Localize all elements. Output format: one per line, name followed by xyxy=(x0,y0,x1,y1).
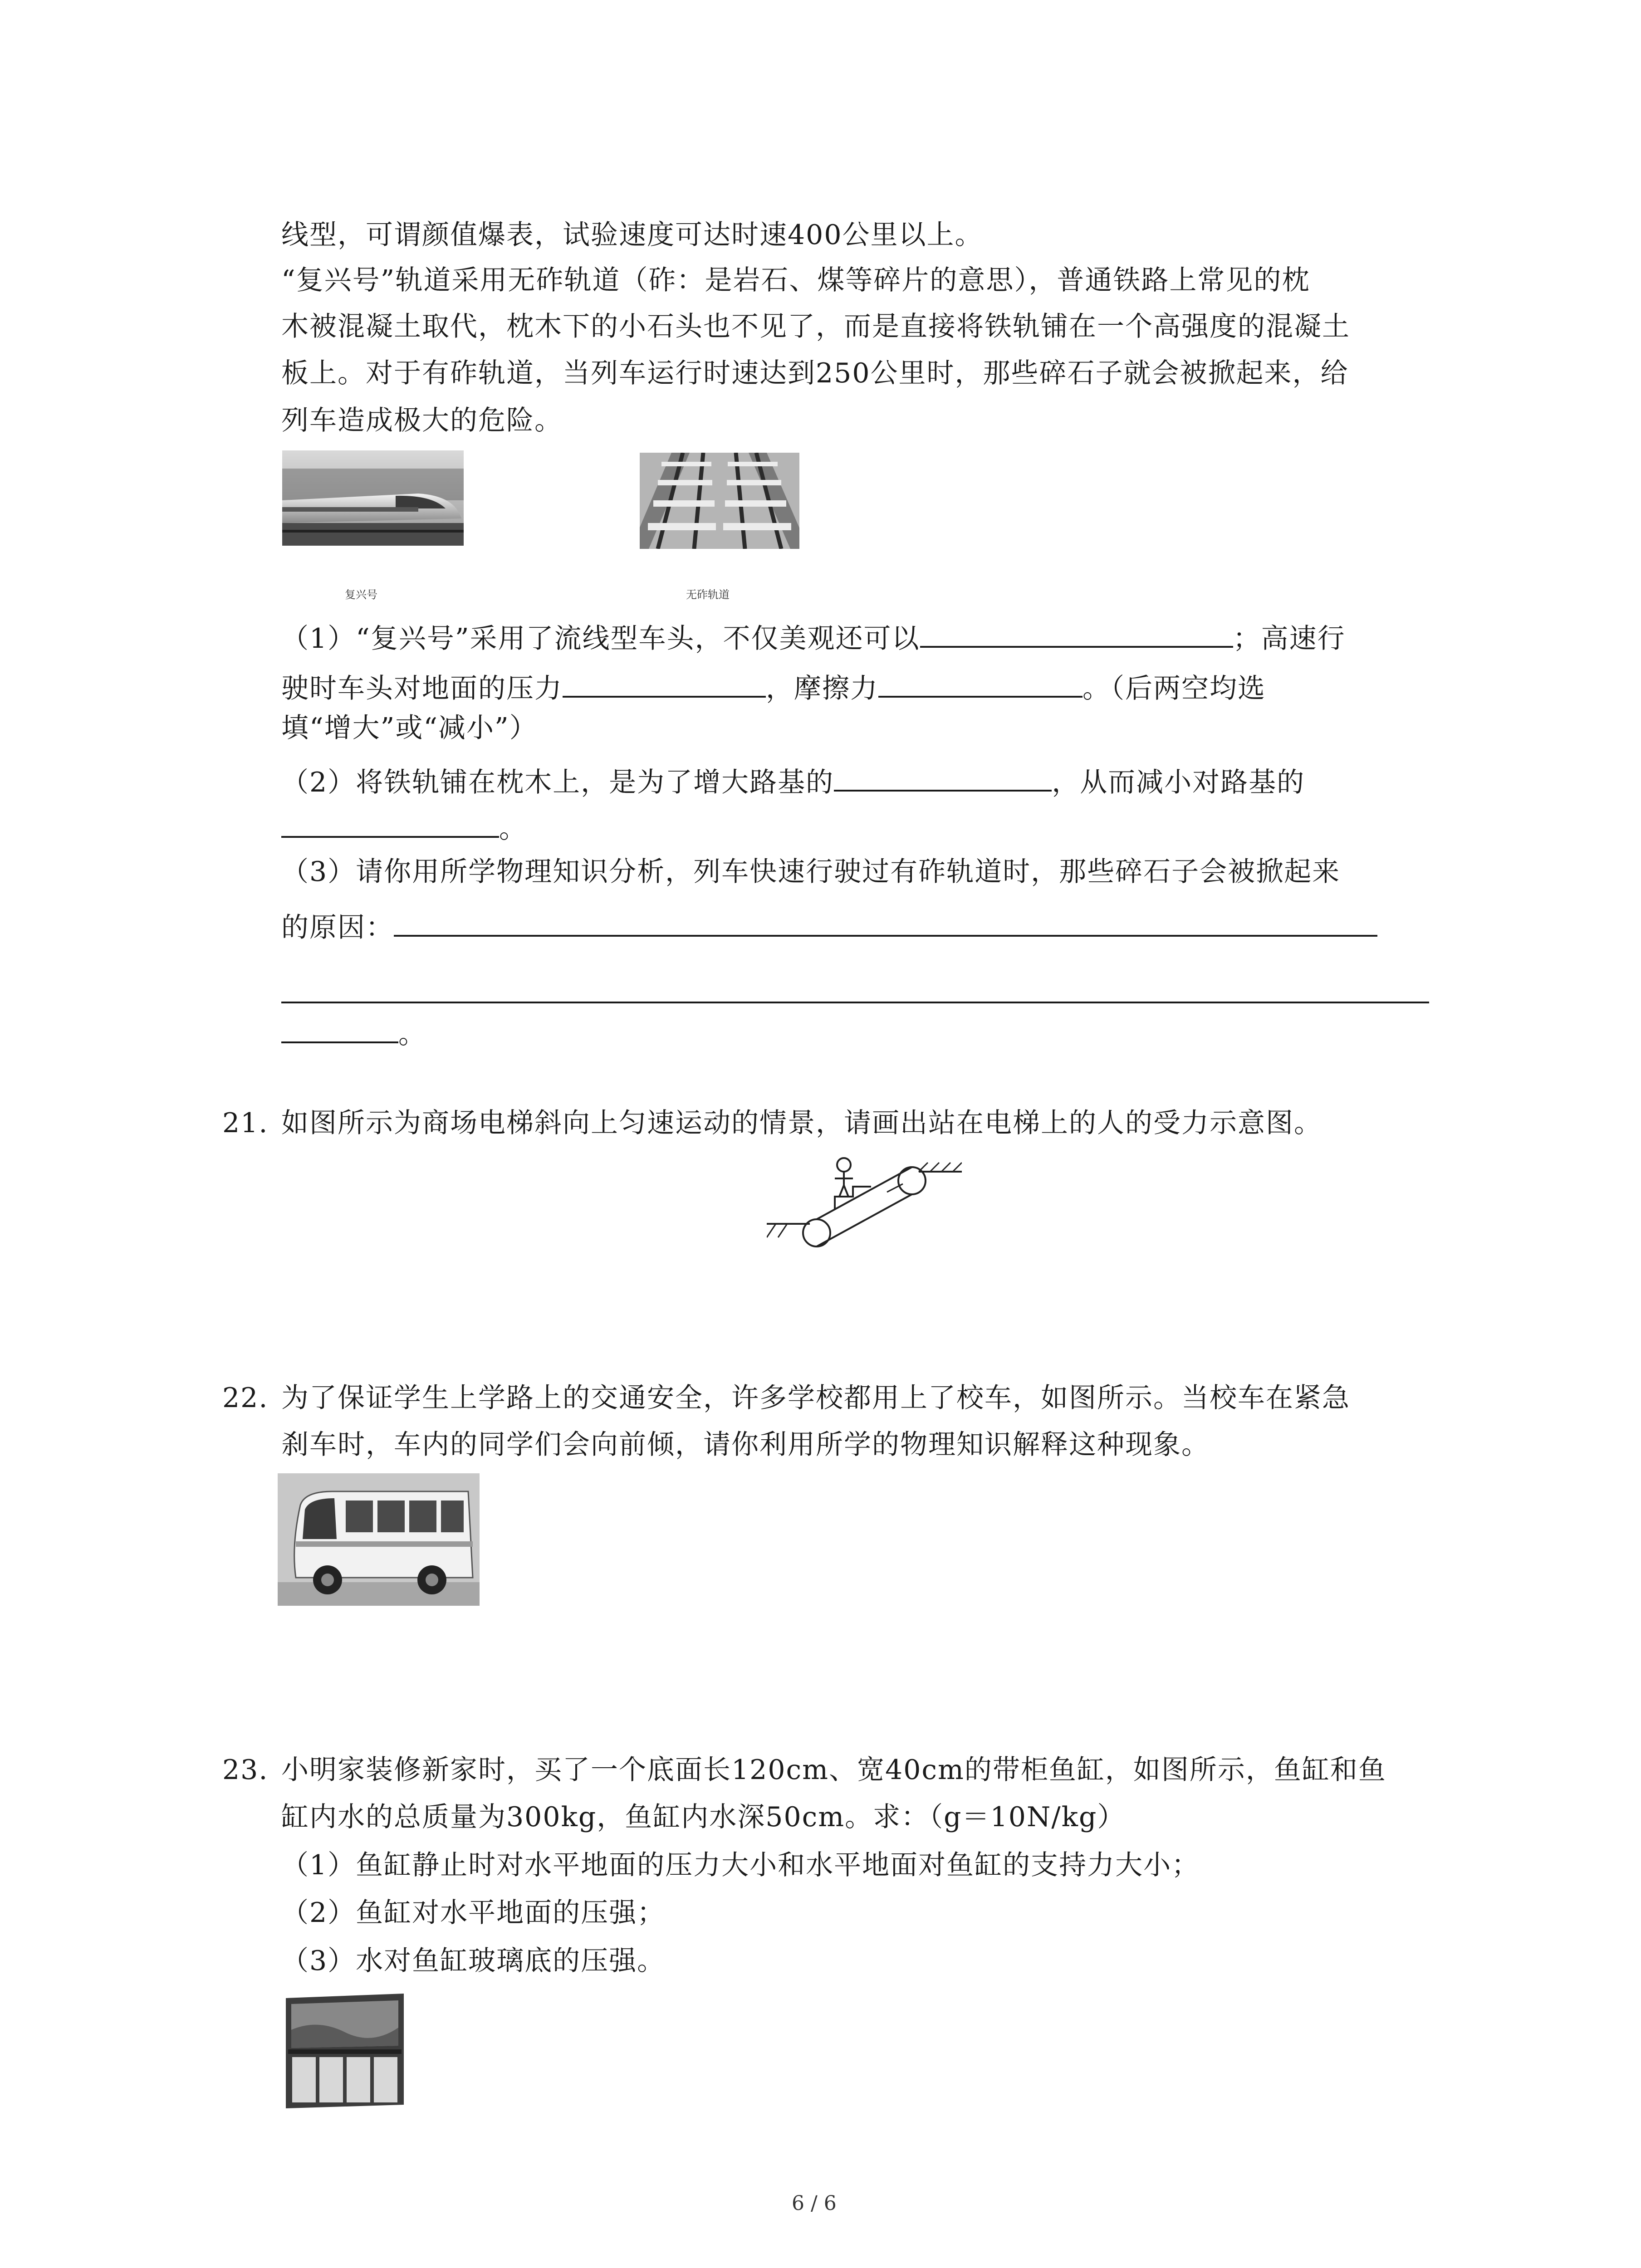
q22-line-1: 为了保证学生上学路上的交通安全，许多学校都用上了校车，如图所示。当校车在紧急 xyxy=(281,1382,1350,1414)
school-bus-image xyxy=(278,1473,480,1606)
q20-part2-text-c: 。 xyxy=(499,813,527,845)
intro-line-2: “复兴号”轨道采用无砟轨道（砟：是岩石、煤等碎片的意思），普通铁路上常见的枕 xyxy=(281,264,1310,296)
q21-text: 如图所示为商场电梯斜向上匀速运动的情景，请画出站在电梯上的人的受力示意图。 xyxy=(281,1107,1322,1139)
intro-line-3: 木被混凝土取代，枕木下的小石头也不见了，而是直接将铁轨铺在一个高强度的混凝土 xyxy=(281,311,1350,342)
q20-part1-line2 xyxy=(281,670,1266,702)
q20-part3-line1: （3）请你用所学物理知识分析，列车快速行驶过有砟轨道时，那些碎石子会被掀起来 xyxy=(281,856,1341,888)
q23-line-1: 小明家装修新家时，买了一个底面长120cm、宽40cm的带柜鱼缸，如图所示，鱼缸和鱼 xyxy=(281,1754,1386,1786)
q20-part1-text-a: （1）“复兴号”采用了流线型车头，不仅美观还可以 xyxy=(281,623,920,655)
q20-part3-text-c: 。 xyxy=(398,1018,426,1050)
q20-part3-line4 xyxy=(281,1015,426,1048)
q23-line-2: 缸内水的总质量为300kg，鱼缸内水深50cm。求：（g＝10N/kg） xyxy=(281,1801,1126,1833)
fish-tank-image xyxy=(281,1991,408,2110)
q20-part1-line3: 填“增大”或“减小”） xyxy=(281,712,538,744)
q20-part1-text-d: ，摩擦力 xyxy=(766,673,878,704)
fuxing-train-image xyxy=(282,450,464,546)
q20-blank-5[interactable] xyxy=(281,810,499,838)
intro-line-4: 板上。对于有砟轨道，当列车运行时速达到250公里时，那些碎石子就会被掀起来，给 xyxy=(281,357,1349,389)
q20-part1-text-c: 驶时车头对地面的压力 xyxy=(281,673,563,704)
q20-blank-7[interactable] xyxy=(281,1015,398,1043)
q23-sub-1: （1）鱼缸静止时对水平地面的压力大小和水平地面对鱼缸的支持力大小； xyxy=(281,1849,1200,1881)
q20-part2-line2 xyxy=(281,810,527,845)
q20-blank-2[interactable] xyxy=(563,670,766,698)
intro-line-1: 线型，可谓颜值爆表，试验速度可达时速400公里以上。 xyxy=(281,219,983,251)
q23-sub-2: （2）鱼缸对水平地面的压强； xyxy=(281,1897,666,1929)
train-caption: 复兴号 xyxy=(345,588,377,601)
intro-line-5: 列车造成极大的危险。 xyxy=(281,405,563,436)
ballastless-track-image xyxy=(640,453,799,549)
q23-number: 23. xyxy=(222,1754,269,1786)
q20-part1-text-e: 。（后两空均选 xyxy=(1083,673,1266,704)
q21-number: 21. xyxy=(222,1107,269,1139)
q20-part3-line2 xyxy=(281,909,1377,941)
page-number: 6 / 6 xyxy=(792,2192,837,2215)
q20-part2-text-b: ，从而减小对路基的 xyxy=(1052,767,1305,798)
q22-number: 22. xyxy=(222,1382,269,1414)
q20-answer-line[interactable] xyxy=(281,1002,1429,1003)
q20-part2-line1 xyxy=(281,763,1305,796)
q22-line-2: 刹车时，车内的同学们会向前倾，请你利用所学的物理知识解释这种现象。 xyxy=(281,1429,1210,1461)
q23-sub-3: （3）水对鱼缸玻璃底的压强。 xyxy=(281,1945,666,1977)
q20-part1-line1 xyxy=(281,620,1346,655)
q20-blank-1[interactable] xyxy=(920,620,1233,648)
q20-blank-6[interactable] xyxy=(394,909,1377,937)
q20-blank-3[interactable] xyxy=(878,670,1083,698)
q20-part1-text-b: ；高速行 xyxy=(1233,623,1346,655)
escalator-diagram xyxy=(767,1147,962,1252)
track-caption: 无砟轨道 xyxy=(686,588,730,601)
q20-part3-text-b: 的原因： xyxy=(281,912,394,943)
q20-blank-4[interactable] xyxy=(834,763,1052,792)
q20-part2-text-a: （2）将铁轨铺在枕木上，是为了增大路基的 xyxy=(281,767,834,798)
